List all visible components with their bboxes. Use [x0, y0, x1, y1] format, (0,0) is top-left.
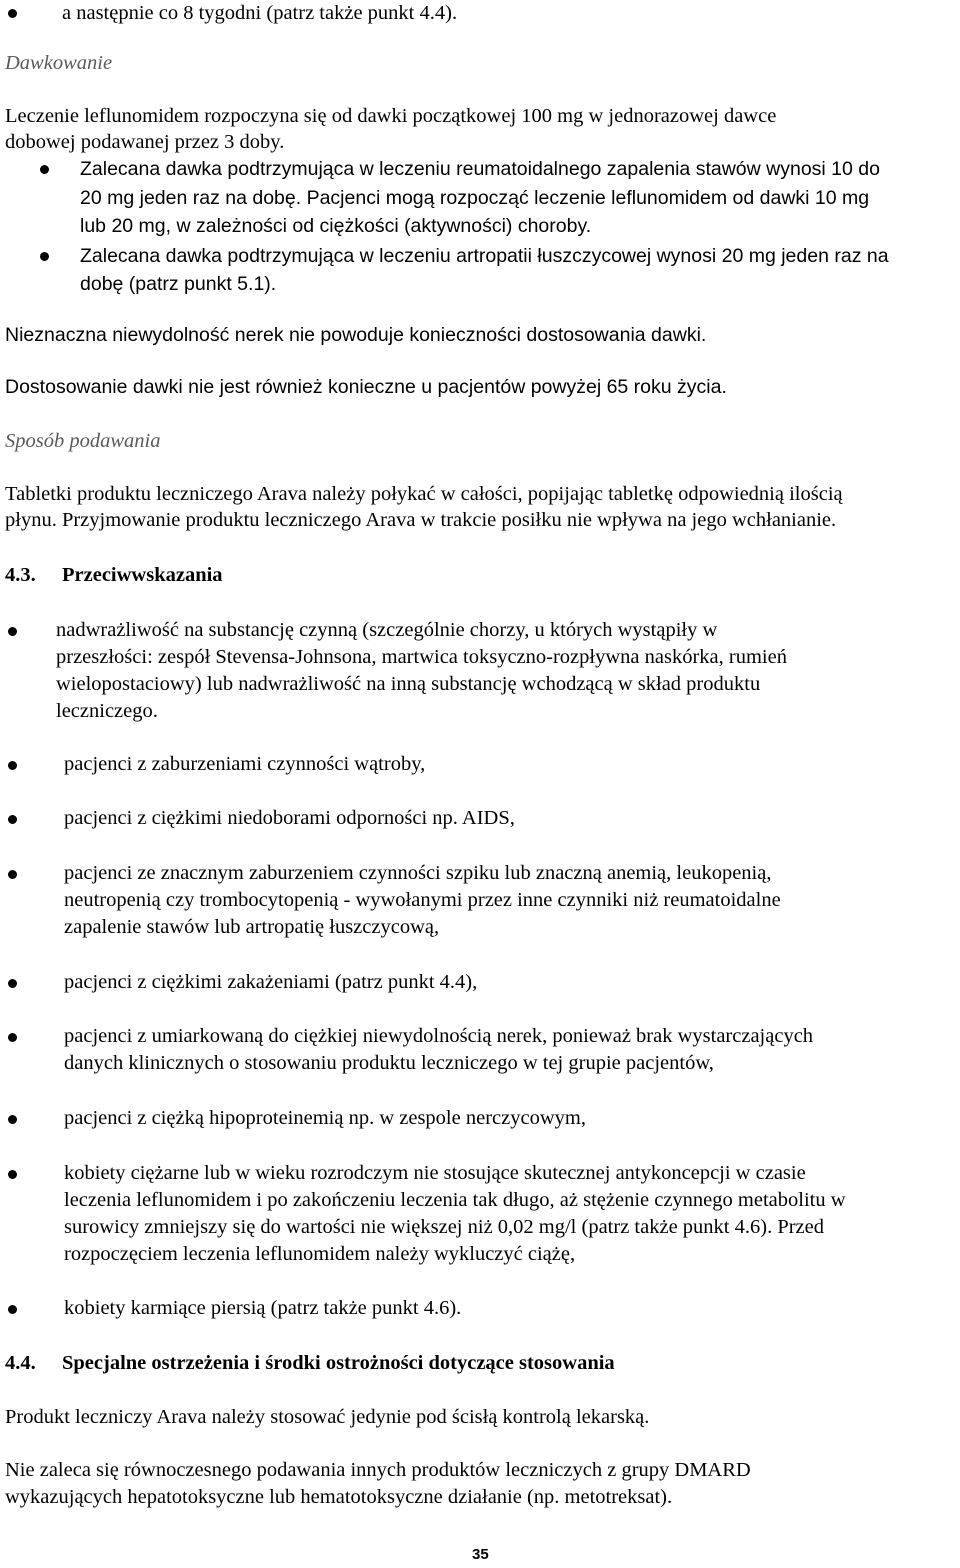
- elderly-note: Dostosowanie dawki nie jest również konieczne u pacjentów powyżej 65 roku życia.: [5, 376, 727, 398]
- contra-item-2: pacjenci z zaburzeniami czynności wątroby,: [64, 753, 426, 775]
- contra-item-1-line-4: leczniczego.: [56, 700, 158, 722]
- contra-item-8-line-3: surowicy zmniejszy się do wartości nie większej niż 0,02 mg/l (patrz także punkt 4.6). Przed: [64, 1216, 824, 1238]
- bullet-marker: [8, 979, 17, 988]
- dosage-intro-line-2: dobowej podawanej przez 3 doby.: [5, 131, 285, 153]
- contra-item-5: pacjenci z ciężkimi zakażeniami (patrz punkt 4.4),: [64, 971, 478, 993]
- contra-item-4-line-1: pacjenci ze znacznym zaburzeniem czynności szpiku lub znaczną anemią, leukopenią,: [64, 862, 772, 884]
- dosage-heading: Dawkowanie: [5, 52, 113, 74]
- contra-item-1-line-3: wielopostaciowy) lub nadwrażliwość na inną substancję wchodzącą w skład produktu: [56, 673, 761, 695]
- bullet-marker: [8, 1170, 17, 1179]
- warnings-paragraph-2-line-2: wykazujących hepatotoksyczne lub hematotoksyczne działanie (np. metotreksat).: [5, 1486, 673, 1508]
- contra-item-4-line-3: zapalenie stawów lub artropatię łuszczycową,: [64, 916, 440, 938]
- bullet-marker: [40, 165, 49, 174]
- bullet-marker: [8, 815, 17, 824]
- contra-item-4-line-2: neutropenią czy trombocytopenią - wywołanymi przez inne czynniki niż reumatoidalne: [64, 889, 781, 911]
- dosage-bullet-1-line-1: Zalecana dawka podtrzymująca w leczeniu reumatoidalnego zapalenia stawów wynosi 10 do: [80, 158, 880, 180]
- bullet-marker: [8, 9, 17, 18]
- section-number-4-4: 4.4.: [5, 1352, 36, 1374]
- contra-item-1-line-1: nadwrażliwość na substancję czynną (szczególnie chorzy, u których wystąpiły w: [56, 619, 718, 641]
- contra-item-8-line-1: kobiety ciężarne lub w wieku rozrodczym nie stosujące skutecznej antykoncepcji w czasie: [64, 1162, 806, 1184]
- bullet-marker: [8, 627, 17, 636]
- administration-heading: Sposób podawania: [5, 430, 161, 452]
- dosage-bullet-1-line-2: 20 mg jeden raz na dobę. Pacjenci mogą rozpocząć leczenie leflunomidem od dawki 10 mg: [80, 187, 870, 209]
- contra-item-6-line-2: danych klinicznych o stosowaniu produktu leczniczego w tej grupie pacjentów,: [64, 1052, 714, 1074]
- renal-note: Nieznaczna niewydolność nerek nie powoduje konieczności dostosowania dawki.: [5, 324, 707, 346]
- bullet-marker: [8, 761, 17, 770]
- bullet-marker: [8, 870, 17, 879]
- administration-line-2: płynu. Przyjmowanie produktu leczniczego Arava w trakcie posiłku nie wpływa na jego wchłanianie.: [5, 509, 837, 531]
- section-number-4-3: 4.3.: [5, 564, 36, 586]
- dosage-bullet-2-line-2: dobę (patrz punkt 5.1).: [80, 273, 277, 295]
- page-number: 35: [472, 1546, 489, 1563]
- section-title-contraindications: Przeciwwskazania: [62, 564, 223, 586]
- bullet-marker: [8, 1033, 17, 1042]
- contra-item-9: kobiety karmiące piersią (patrz także punkt 4.6).: [64, 1297, 462, 1319]
- dosage-intro-line-1: Leczenie leflunomidem rozpoczyna się od dawki początkowej 100 mg w jednorazowej dawce: [5, 105, 777, 127]
- contra-item-7: pacjenci z ciężką hipoproteinemią np. w zespole nerczycowym,: [64, 1107, 586, 1129]
- continuation-text: a następnie co 8 tygodni (patrz także punkt 4.4).: [62, 2, 458, 24]
- dosage-bullet-1-line-3: lub 20 mg, w zależności od ciężkości (aktywności) choroby.: [80, 215, 592, 237]
- contra-item-8-line-2: leczenia leflunomidem i po zakończeniu leczenia tak długo, aż stężenie czynnego metabolitu w: [64, 1189, 846, 1211]
- contra-item-8-line-4: rozpoczęciem leczenia leflunomidem należy wykluczyć ciążę,: [64, 1243, 576, 1265]
- warnings-paragraph-1: Produkt leczniczy Arava należy stosować jedynie pod ścisłą kontrolą lekarską.: [5, 1406, 650, 1428]
- administration-line-1: Tabletki produktu leczniczego Arava należy połykać w całości, popijając tabletkę odpowiednią ilością: [5, 483, 843, 505]
- bullet-marker: [8, 1305, 17, 1314]
- warnings-paragraph-2-line-1: Nie zaleca się równoczesnego podawania innych produktów leczniczych z grupy DMARD: [5, 1459, 751, 1481]
- dosage-bullet-2-line-1: Zalecana dawka podtrzymująca w leczeniu artropatii łuszczycowej wynosi 20 mg jeden raz na: [80, 245, 889, 267]
- bullet-marker: [8, 1115, 17, 1124]
- contra-item-6-line-1: pacjenci z umiarkowaną do ciężkiej niewydolnością nerek, ponieważ brak wystarczających: [64, 1025, 814, 1047]
- section-title-warnings: Specjalne ostrzeżenia i środki ostrożności dotyczące stosowania: [62, 1352, 615, 1374]
- contra-item-1-line-2: przeszłości: zespół Stevensa-Johnsona, martwica toksyczno-rozpływna naskórka, rumień: [56, 646, 787, 668]
- contra-item-3: pacjenci z ciężkimi niedoborami odporności np. AIDS,: [64, 807, 515, 829]
- bullet-marker: [40, 252, 49, 261]
